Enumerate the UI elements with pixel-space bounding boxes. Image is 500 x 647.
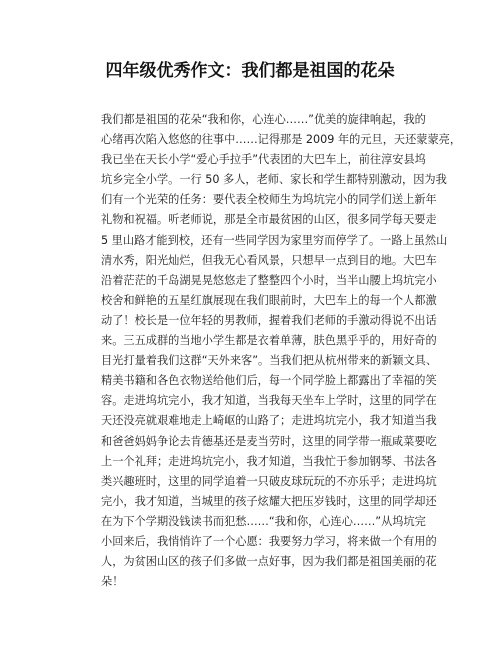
document-title: 四年级优秀作文：我们都是祖国的花朵	[105, 61, 395, 81]
paragraph-line: 坑乡完全小学。一行 50 多人，老师、家长和学生都特别激动，因为我	[101, 173, 447, 187]
paragraph-line: 动了！校长是一位年轻的男教师，握着我们老师的手激动得说不出话	[101, 313, 437, 327]
paragraph-line: 小回来后，我悄悄许了一个心愿：我要努力学习，将来做一个有用的	[101, 534, 437, 548]
paragraph-line: 完小，我才知道，当城里的孩子炫耀大把压岁钱时，这里的同学却还	[101, 494, 437, 508]
paragraph-line: 和爸爸妈妈争论去肯德基还是麦当劳时，这里的同学带一瓶咸菜要吃	[101, 434, 437, 448]
paragraph-line: 精美书籍和各色衣物送给他们后，每一个同学脸上都露出了幸福的笑	[101, 374, 437, 388]
paragraph-line: 心绪再次陷入悠悠的往事中……记得那是 2009 年的元旦，天还蒙蒙亮，	[101, 133, 462, 147]
paragraph-line: 清水秀，阳光灿烂，但我无心看风景，只想早一点到目的地。大巴车	[101, 253, 437, 267]
paragraph-line: 沿着茫茫的千岛湖晃晃悠悠走了整整四个小时，当半山腰上坞坑完小	[101, 273, 437, 287]
paragraph-line: 上一个礼拜；走进坞坑完小，我才知道，当我忙于参加钢琴、书法各	[101, 454, 437, 468]
paragraph-line: 在为下个学期没钱读书而犯愁……“我和你，心连心……”从坞坑完	[101, 514, 426, 528]
paragraph-line: 我已坐在天长小学“爱心手拉手”代表团的大巴车上，前往淳安县坞	[101, 153, 426, 167]
paragraph-line: 我们都是祖国的花朵“我和你，心连心……”优美的旋律响起，我的	[101, 113, 426, 126]
document-body	[101, 110, 462, 592]
paragraph-line: 目光打量着我们这群“天外来客”。当我们把从杭州带来的新颖文具、	[101, 354, 438, 368]
paragraph-line: 朵！	[101, 575, 124, 589]
paragraph-line: 天还没亮就艰难地走上崎岖的山路了；走进坞坑完小，我才知道当我	[101, 414, 437, 428]
paragraph-line: 礼物和祝福。听老师说，那是全市最贫困的山区，很多同学每天要走	[101, 213, 437, 227]
paragraph-line: 校舍和鲜艳的五星红旗展现在我们眼前时，大巴车上的每一个人都激	[101, 293, 437, 307]
paragraph-line: 5 里山路才能到校，还有一些同学因为家里穷而停学了。一路上虽然山	[101, 233, 448, 247]
paragraph-line: 容。走进坞坑完小，我才知道，当我每天坐车上学时，这里的同学在	[101, 394, 437, 408]
paragraph-line: 们有一个光荣的任务：要代表全校师生为坞坑完小的同学们送上新年	[101, 193, 437, 207]
paragraph-line: 人，为贫困山区的孩子们多做一点好事，因为我们都是祖国美丽的花	[101, 555, 437, 569]
paragraph-line: 类兴趣班时，这里的同学追着一只破皮球玩玩的不亦乐乎；走进坞坑	[101, 474, 437, 488]
paragraph-line: 来。三五成群的当地小学生都是衣着单薄，肤色黑乎乎的，用好奇的	[101, 334, 437, 348]
